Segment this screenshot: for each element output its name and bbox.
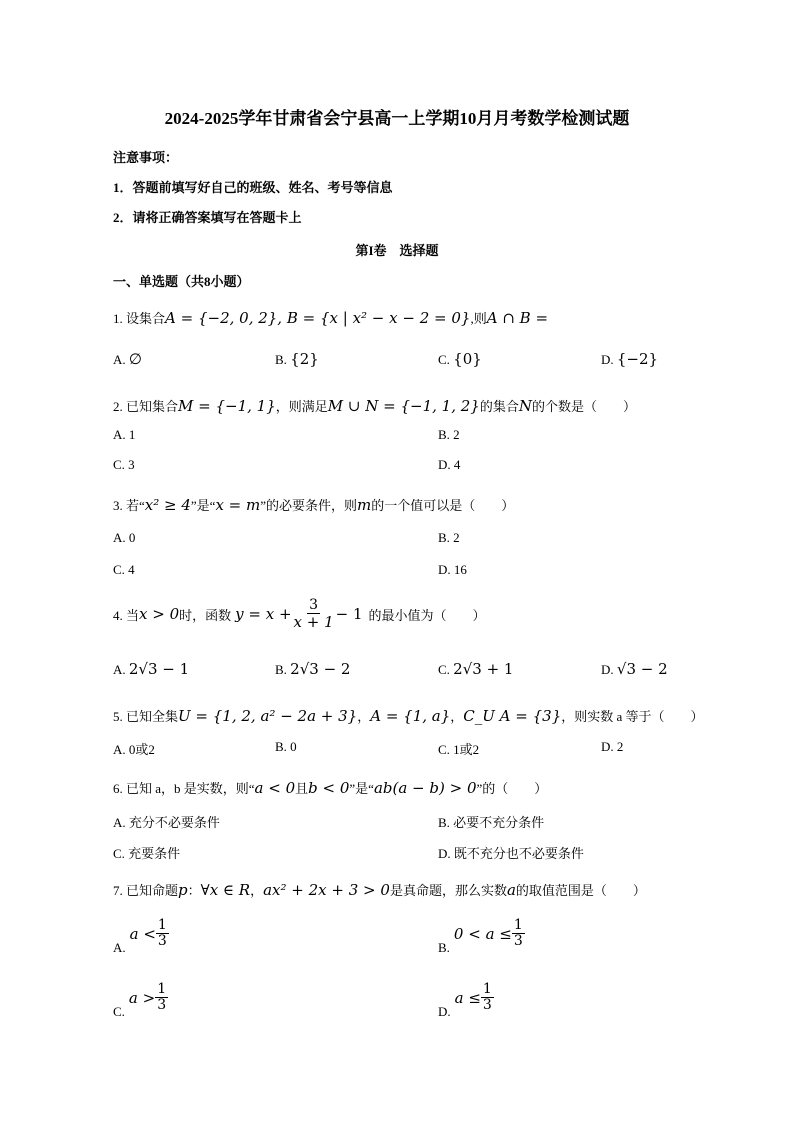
q1-option-d-math: {−2} — [616, 350, 659, 368]
q5-option-d: D. 2 — [601, 739, 624, 754]
q5-sep2: ， — [450, 709, 464, 724]
q7-option-b-label: B. — [438, 939, 450, 955]
q3-math-xm: x = m — [215, 496, 261, 514]
q2-option-d: D. 4 — [438, 457, 461, 472]
q3-mid1: ”是“ — [190, 498, 216, 513]
q6-math-a: a < 0 — [254, 779, 296, 797]
q1-option-d-label: D. — [601, 352, 614, 367]
q7-option-d-label: D. — [438, 1003, 451, 1019]
q6-post: ”的（ ） — [476, 781, 548, 796]
q7-post1: 是真命题，那么实数 — [389, 883, 507, 898]
notice-heading: 注意事项： — [113, 150, 179, 165]
q4-option-a-math: 2√3 − 1 — [128, 660, 190, 678]
q2-prefix: 2. 已知集合 — [113, 399, 179, 414]
q5-option-c: C. 1或2 — [438, 742, 480, 757]
q6-prefix: 6. 已知 a，b 是实数，则“ — [113, 781, 255, 796]
q6-mid2: ”是“ — [349, 781, 374, 796]
q1-option-d — [601, 350, 658, 368]
q5-post: ，则实数 a 等于（ ） — [561, 709, 704, 724]
question-5 — [113, 706, 704, 725]
q7-option-c-den: 3 — [157, 997, 167, 1014]
q4-option-d-label: D. — [601, 662, 614, 677]
q6-option-c: C. 充要条件 — [113, 846, 181, 861]
q7-option-a-math: a < — [129, 924, 156, 943]
q1-math-sets: A = {−2, 0, 2}, B = {x | x² − x − 2 = 0} — [165, 309, 471, 327]
q6-math-b: b < 0 — [308, 779, 350, 797]
question-4 — [113, 598, 486, 631]
q7-option-c-math: a > — [128, 988, 156, 1007]
q7-option-b — [438, 917, 525, 955]
q3-option-a: A. 0 — [113, 530, 136, 545]
q5-math-complement: C_U A = {3} — [463, 707, 562, 725]
q5-math-a: A = {1, a} — [370, 707, 451, 725]
q4-option-c-math: 2√3 + 1 — [453, 660, 514, 678]
q4-option-c — [438, 660, 513, 678]
q3-math-condition: x² ≥ 4 — [144, 496, 191, 514]
q7-option-d-num: 1 — [482, 981, 492, 997]
q1-option-b-label: B. — [275, 352, 287, 367]
q7-option-a-label: A. — [113, 939, 126, 955]
q7-option-d-den: 3 — [482, 997, 492, 1014]
q7-option-d-fraction — [481, 982, 494, 1014]
q6-mid1: 且 — [295, 781, 309, 796]
q5-option-b: B. 0 — [275, 739, 297, 754]
q1-option-a-label: A. — [113, 352, 126, 367]
q7-option-b-num: 1 — [513, 917, 523, 933]
q1-option-c-label: C. — [438, 352, 450, 367]
q7-option-a-den: 3 — [157, 933, 167, 950]
q7-option-c-fraction — [155, 982, 168, 1014]
q2-post1: 的集合 — [479, 399, 519, 414]
q7-math-inequality: ax² + 2x + 3 > 0 — [263, 881, 390, 899]
q7-sep2: ， — [250, 883, 264, 898]
q5-sep1: ， — [357, 709, 371, 724]
q1-option-c-math: {0} — [453, 350, 482, 368]
question-7 — [113, 880, 646, 899]
q4-option-b — [275, 660, 350, 678]
q1-option-b — [275, 350, 319, 368]
question-1 — [113, 308, 548, 327]
q2-post2: 的个数是（ ） — [531, 399, 636, 414]
q3-math-m: m — [357, 496, 372, 514]
q2-option-b: B. 2 — [438, 427, 460, 442]
q2-option-a: A. 1 — [113, 427, 136, 442]
q3-option-d: D. 16 — [438, 562, 467, 577]
q4-function-tail: − 1 — [335, 605, 363, 624]
q2-option-c: C. 3 — [113, 457, 135, 472]
q3-option-c: C. 4 — [113, 562, 135, 577]
q4-option-a — [113, 660, 189, 678]
q4-option-d — [601, 660, 668, 678]
q6-option-a: A. 充分不必要条件 — [113, 815, 220, 830]
q6-option-b: B. 必要不充分条件 — [438, 815, 545, 830]
q1-mid: ,则 — [470, 311, 487, 326]
q4-option-b-math: 2√3 − 2 — [290, 660, 351, 678]
notice-item-1: 1．答题前填写好自己的班级、姓名、考号等信息 — [113, 180, 393, 195]
q3-mid2: ”的必要条件，则 — [260, 498, 358, 513]
page-title: 2024-2025学年甘肃省会宁县高一上学期10月月考数学检测试题 — [164, 109, 630, 128]
q4-fraction-den: x + 1 — [293, 613, 334, 632]
section-heading: 一、单选题（共8小题） — [113, 274, 250, 289]
q1-option-a-math: ∅ — [128, 350, 142, 368]
q1-math-intersection: A ∩ B = — [486, 309, 549, 327]
q6-math-product: ab(a − b) > 0 — [373, 779, 477, 797]
q4-option-a-label: A. — [113, 662, 126, 677]
q5-prefix: 5. 已知全集 — [113, 709, 179, 724]
q6-option-d: D. 既不充分也不必要条件 — [438, 846, 584, 861]
q5-math-universal: U = {1, 2, a² − 2a + 3} — [178, 707, 358, 725]
q7-option-a — [113, 917, 169, 955]
q7-option-c-label: C. — [113, 1003, 125, 1019]
q4-option-c-label: C. — [438, 662, 450, 677]
q2-math-m: M = {−1, 1} — [178, 397, 276, 415]
q4-option-d-math: √3 − 2 — [616, 660, 668, 678]
q7-math-a: a — [506, 881, 516, 899]
q4-mid: 时，函数 — [179, 607, 232, 623]
q7-option-b-fraction — [512, 918, 525, 950]
q7-math-p: p — [178, 881, 188, 899]
q7-option-b-den: 3 — [513, 933, 523, 950]
q7-option-a-fraction — [156, 918, 169, 950]
q4-fraction — [292, 598, 336, 631]
q2-math-union: M ∪ N = {−1, 1, 2} — [327, 397, 480, 415]
q7-option-a-num: 1 — [157, 917, 167, 933]
q4-post: 的最小值为（ ） — [368, 607, 486, 623]
q4-option-b-label: B. — [275, 662, 287, 677]
q4-function-lhs: y = x + — [235, 605, 292, 624]
q1-option-a — [113, 350, 142, 368]
q1-option-b-math: {2} — [290, 350, 319, 368]
question-6 — [113, 778, 547, 797]
q4-math-condition: x > 0 — [139, 605, 180, 624]
q7-sep1: ： — [187, 883, 201, 898]
q3-option-b: B. 2 — [438, 530, 460, 545]
q7-option-c — [113, 981, 168, 1019]
q2-mid: ，则满足 — [275, 399, 328, 414]
part-heading: 第I卷 选择题 — [355, 243, 439, 258]
q1-option-c — [438, 350, 482, 368]
q7-post2: 的取值范围是（ ） — [515, 883, 646, 898]
q2-math-n: N — [518, 397, 532, 415]
question-3 — [113, 495, 514, 514]
q7-prefix: 7. 已知命题 — [113, 883, 179, 898]
notice-item-2: 2．请将正确答案填写在答题卡上 — [113, 210, 302, 225]
q1-prefix: 1. 设集合 — [113, 311, 166, 326]
q7-option-b-math: 0 < a ≤ — [453, 924, 512, 943]
question-2 — [113, 396, 636, 415]
q7-option-d-math: a ≤ — [454, 988, 481, 1007]
q7-math-forall: ∀x ∈ R — [200, 881, 251, 899]
q7-option-c-num: 1 — [157, 981, 167, 997]
q3-post: 的一个值可以是（ ） — [371, 498, 515, 513]
q7-option-d — [438, 981, 494, 1019]
q5-option-a: A. 0或2 — [113, 742, 155, 757]
q4-fraction-num: 3 — [309, 597, 319, 613]
q3-prefix: 3. 若“ — [113, 498, 145, 513]
q4-prefix: 4. 当 — [113, 607, 140, 623]
